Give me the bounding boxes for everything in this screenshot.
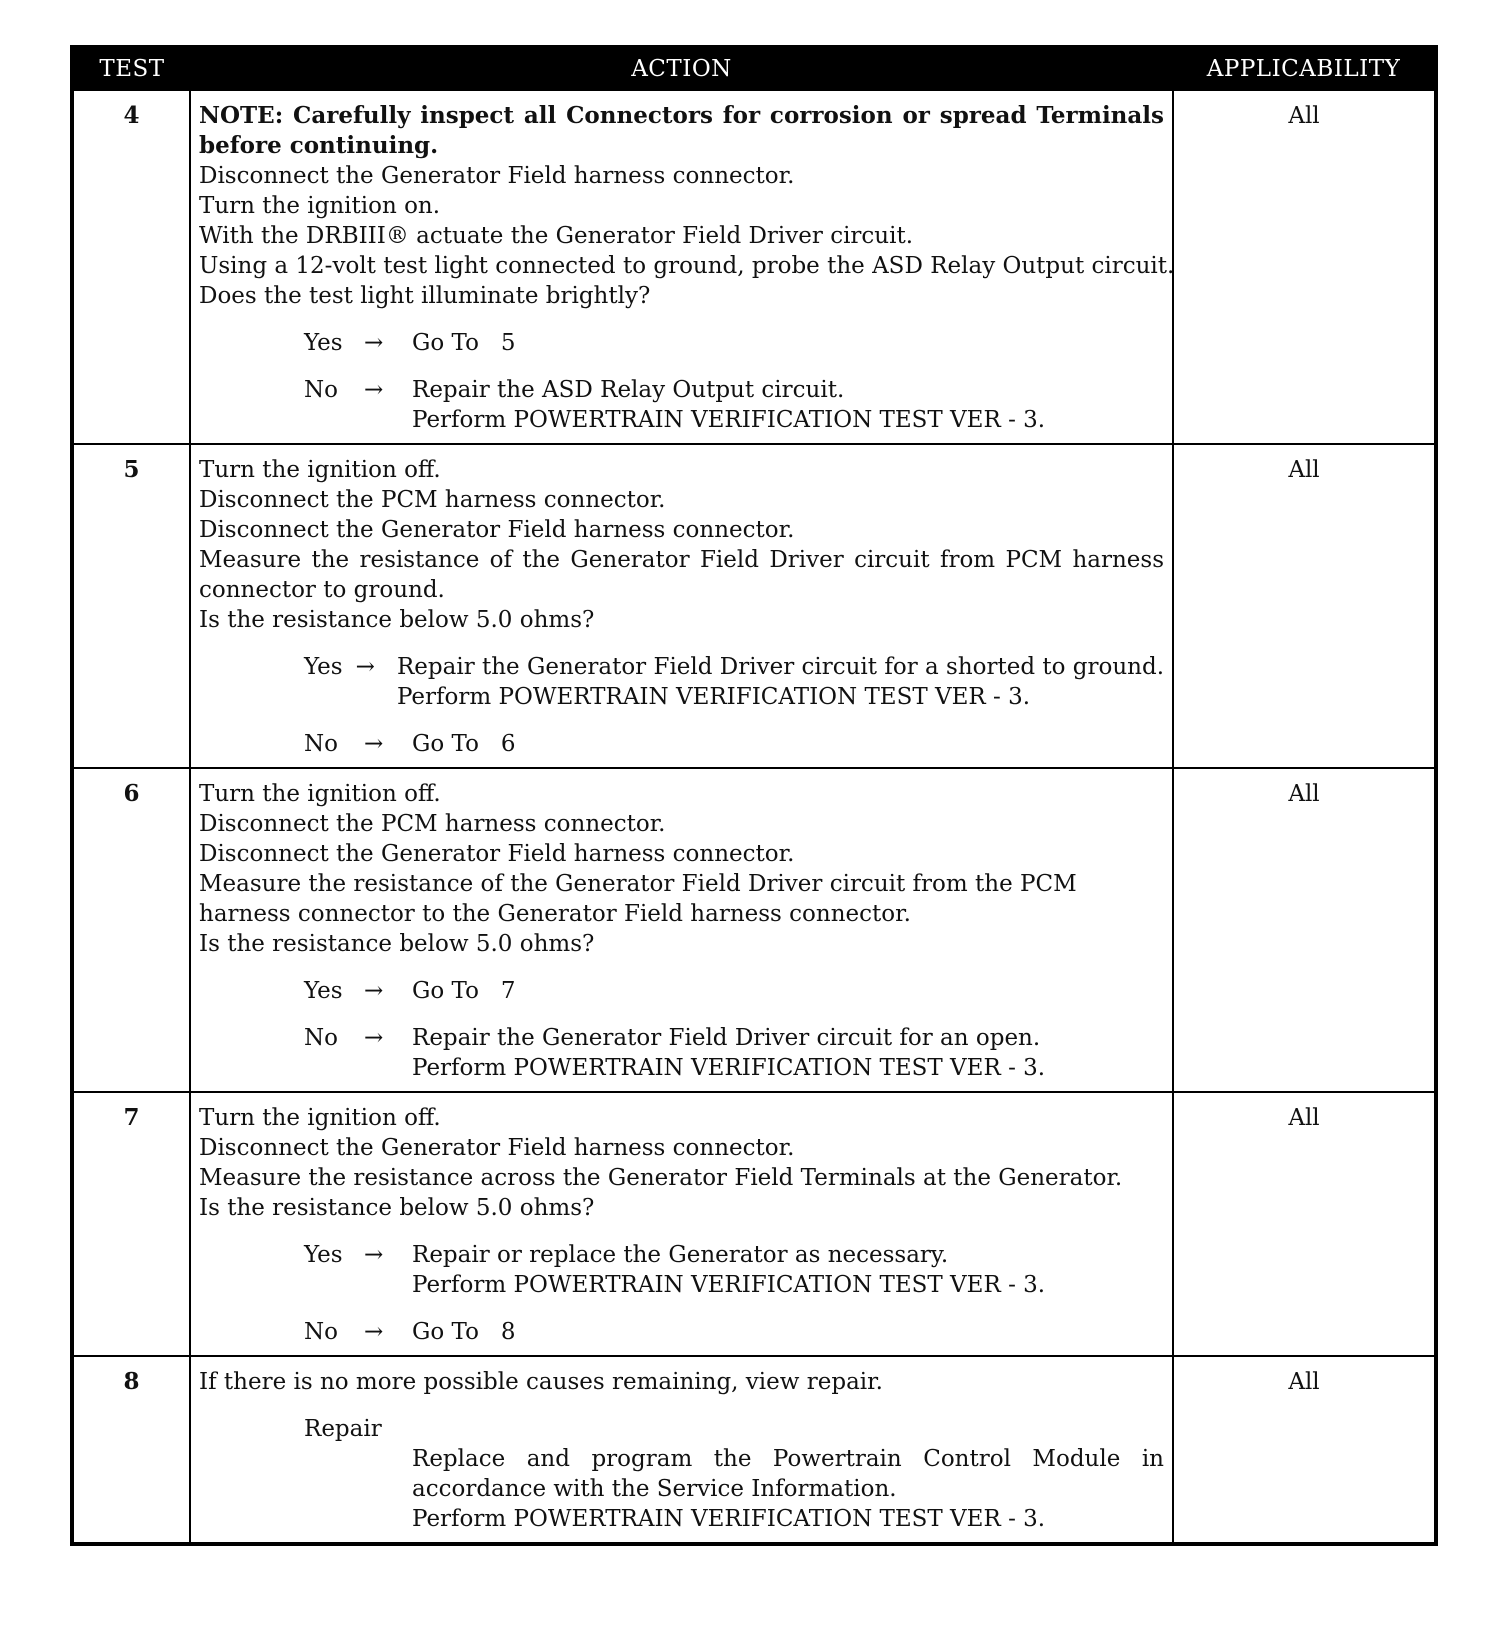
yes-result	[397, 652, 1164, 712]
step-text: Turn the ignition on.	[199, 193, 441, 219]
result-line: Perform POWERTRAIN VERIFICATION TEST VER - 3.	[412, 407, 1046, 433]
action-cell	[190, 1356, 1173, 1544]
result-line: Repair the ASD Relay Output circuit.	[412, 377, 845, 403]
test-row-5	[72, 444, 1436, 768]
yes-label: Yes	[304, 1242, 343, 1268]
right-arrow-icon: →	[364, 978, 384, 1004]
right-arrow-icon: →	[364, 377, 384, 403]
yes-branch	[199, 976, 1164, 1006]
right-arrow-icon: →	[364, 1025, 384, 1051]
step-text: Disconnect the Generator Field harness connector.	[199, 841, 795, 867]
right-arrow-icon: →	[355, 654, 375, 680]
header-action: ACTION	[190, 47, 1173, 90]
no-branch	[199, 1317, 1164, 1347]
test-row-6	[72, 768, 1436, 1092]
right-arrow-icon: →	[364, 330, 384, 356]
step-text: Measure the resistance of the Generator Field Driver circuit from the PCM harness connector to the Generator Field harness connector.	[199, 871, 1077, 927]
header-applicability: APPLICABILITY	[1173, 47, 1436, 90]
result-line: Repair or replace the Generator as necessary.	[412, 1242, 949, 1268]
test-number: 7	[72, 1092, 190, 1356]
step-text: Turn the ignition off.	[199, 1105, 441, 1131]
result-line: Perform POWERTRAIN VERIFICATION TEST VER - 3.	[412, 1272, 1046, 1298]
test-number: 4	[72, 90, 190, 444]
yes-branch	[199, 1240, 1164, 1300]
step-text: Disconnect the PCM harness connector.	[199, 811, 666, 837]
yes-result	[412, 976, 1164, 1006]
step-text: Disconnect the Generator Field harness connector.	[199, 517, 795, 543]
note-text: NOTE: Carefully inspect all Connectors for corrosion or spread Terminals before continuing.	[199, 102, 1164, 159]
step-text: Disconnect the Generator Field harness connector.	[199, 163, 795, 189]
diagnostic-table	[70, 45, 1438, 1546]
result-line: Repair the Generator Field Driver circuit for an open.	[412, 1025, 1041, 1051]
no-label: No	[304, 1319, 338, 1345]
step-text: Disconnect the PCM harness connector.	[199, 487, 666, 513]
repair-line: Perform POWERTRAIN VERIFICATION TEST VER - 3.	[412, 1506, 1046, 1532]
diagnostic-page	[70, 45, 1434, 1546]
test-row-8	[72, 1356, 1436, 1544]
step-text: Turn the ignition off.	[199, 457, 441, 483]
step-text: Measure the resistance of the Generator Field Driver circuit from PCM harness connector to ground.	[199, 547, 1164, 603]
no-result	[412, 1023, 1164, 1083]
applicability-value: All	[1173, 1092, 1436, 1356]
repair-line: Replace and program the Powertrain Control Module in accordance with the Service Information.	[412, 1446, 1164, 1502]
yes-result	[412, 328, 1164, 358]
no-branch	[199, 729, 1164, 759]
yes-result	[412, 1240, 1164, 1300]
test-row-7	[72, 1092, 1436, 1356]
question-text: Is the resistance below 5.0 ohms?	[199, 607, 595, 633]
step-text: Measure the resistance across the Generator Field Terminals at the Generator.	[199, 1165, 1123, 1191]
no-label: No	[304, 1025, 338, 1051]
test-number: 8	[72, 1356, 190, 1544]
result-line: Go To 8	[412, 1319, 516, 1345]
yes-label: Yes	[304, 978, 343, 1004]
header-test: TEST	[72, 47, 190, 90]
right-arrow-icon: →	[364, 1242, 384, 1268]
test-number: 6	[72, 768, 190, 1092]
no-result	[412, 375, 1164, 435]
step-text: Using a 12-volt test light connected to ground, probe the ASD Relay Output circuit.	[199, 253, 1175, 279]
result-line: Perform POWERTRAIN VERIFICATION TEST VER - 3.	[396, 684, 1031, 710]
no-branch	[199, 1023, 1164, 1083]
yes-branch	[199, 328, 1164, 358]
repair-text	[412, 1444, 1164, 1534]
no-label: No	[304, 731, 338, 757]
repair-label: Repair	[304, 1416, 382, 1442]
yes-label: Yes	[304, 654, 343, 680]
action-cell	[190, 1092, 1173, 1356]
step-text: Disconnect the Generator Field harness connector.	[199, 1135, 795, 1161]
action-cell	[190, 90, 1173, 444]
result-line: Go To 5	[412, 330, 516, 356]
question-text: Is the resistance below 5.0 ohms?	[199, 1195, 595, 1221]
no-result	[412, 729, 1164, 759]
right-arrow-icon: →	[364, 1319, 384, 1345]
step-text: With the DRBIII® actuate the Generator Field Driver circuit.	[199, 223, 914, 249]
test-row-4	[72, 90, 1436, 444]
result-line: Perform POWERTRAIN VERIFICATION TEST VER - 3.	[412, 1055, 1046, 1081]
applicability-value: All	[1173, 444, 1436, 768]
action-cell	[190, 444, 1173, 768]
result-line: Go To 7	[412, 978, 516, 1004]
action-cell	[190, 768, 1173, 1092]
no-result	[412, 1317, 1164, 1347]
right-arrow-icon: →	[364, 731, 384, 757]
header-row	[72, 47, 1436, 90]
step-text: Turn the ignition off.	[199, 781, 441, 807]
step-text: If there is no more possible causes remaining, view repair.	[199, 1369, 883, 1395]
no-branch	[199, 375, 1164, 435]
result-line: Repair the Generator Field Driver circuit for a shorted to ground.	[396, 654, 1164, 680]
yes-branch	[199, 652, 1164, 712]
result-line: Go To 6	[412, 731, 516, 757]
yes-label: Yes	[304, 330, 343, 356]
test-number: 5	[72, 444, 190, 768]
applicability-value: All	[1173, 768, 1436, 1092]
question-text: Is the resistance below 5.0 ohms?	[199, 931, 595, 957]
question-text: Does the test light illuminate brightly?	[199, 283, 651, 309]
applicability-value: All	[1173, 90, 1436, 444]
applicability-value: All	[1173, 1356, 1436, 1544]
no-label: No	[304, 377, 338, 403]
